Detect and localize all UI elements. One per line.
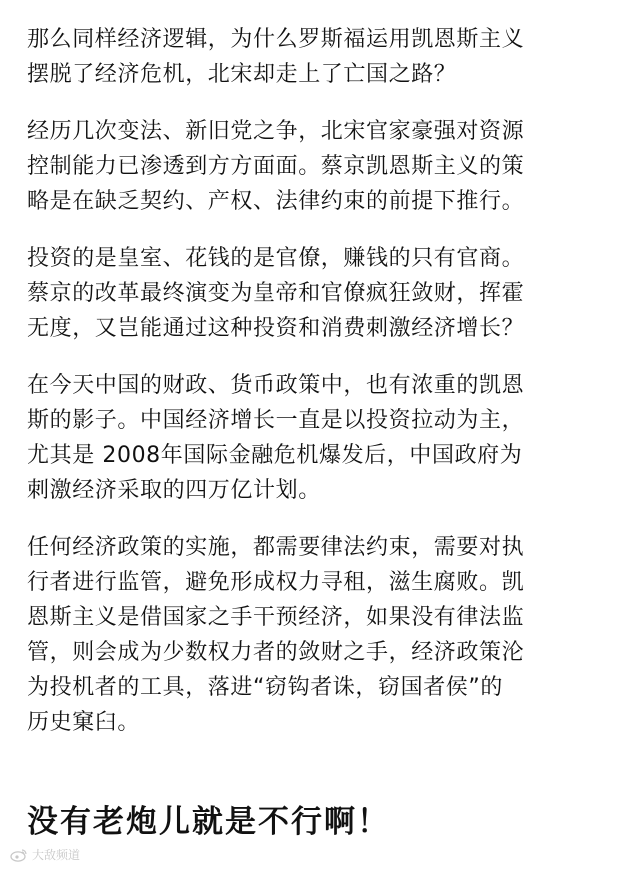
text-line: 为投机者的工具，落进“窃钩者诛，窃国者侯”的 bbox=[27, 675, 503, 700]
text-line: 任何经济政策的实施，都需要律法约束，需要对执 bbox=[27, 535, 525, 560]
paragraph-2 bbox=[27, 114, 617, 219]
text-line: 无度，又岂能通过这种投资和消费刺激经济增长？ bbox=[27, 316, 525, 341]
text-line: 在今天中国的财政、货币政策中，也有浓重的凯恩 bbox=[27, 373, 525, 398]
text-line: 尤其是 2008年国际金融危机爆发后，中国政府为 bbox=[27, 443, 523, 468]
paragraph-1 bbox=[27, 22, 617, 92]
text-line: 恩斯主义是借国家之手干预经济，如果没有律法监 bbox=[27, 605, 525, 630]
text-line: 斯的影子。中国经济增长一直是以投资拉动为主， bbox=[27, 408, 525, 433]
text-line: 刺激经济采取的四万亿计划。 bbox=[27, 478, 321, 503]
closing-headline: 没有老炮儿就是不行啊！ bbox=[27, 804, 390, 840]
text-line: 投资的是皇室、花钱的是官僚，赚钱的只有官商。 bbox=[27, 246, 525, 271]
text-line: 经历几次变法、新旧党之争，北宋官家豪强对资源 bbox=[27, 119, 525, 144]
text-line: 管，则会成为少数权力者的敛财之手，经济政策沦 bbox=[27, 640, 525, 665]
text-line: 蔡京的改革最终演变为皇帝和官僚疯狂敛财，挥霍 bbox=[27, 281, 525, 306]
text-line: 行者进行监管，避免形成权力寻租，滋生腐败。凯 bbox=[27, 570, 525, 595]
article-body bbox=[27, 22, 617, 762]
text-line: 摆脱了经济危机，北宋却走上了亡国之路？ bbox=[27, 62, 457, 87]
text-line: 历史窠臼。 bbox=[27, 710, 141, 735]
watermark-text: 大敌频道 bbox=[32, 848, 81, 862]
paragraph-3 bbox=[27, 241, 617, 346]
text-line: 那么同样经济逻辑，为什么罗斯福运用凯恩斯主义 bbox=[27, 27, 525, 52]
paragraph-4 bbox=[27, 368, 617, 508]
text-line: 控制能力已渗透到方方面面。蔡京凯恩斯主义的策 bbox=[27, 154, 525, 179]
text-line: 略是在缺乏契约、产权、法律约束的前提下推行。 bbox=[27, 189, 525, 214]
weibo-icon bbox=[10, 848, 28, 862]
watermark bbox=[10, 846, 80, 863]
paragraph-5 bbox=[27, 530, 617, 740]
